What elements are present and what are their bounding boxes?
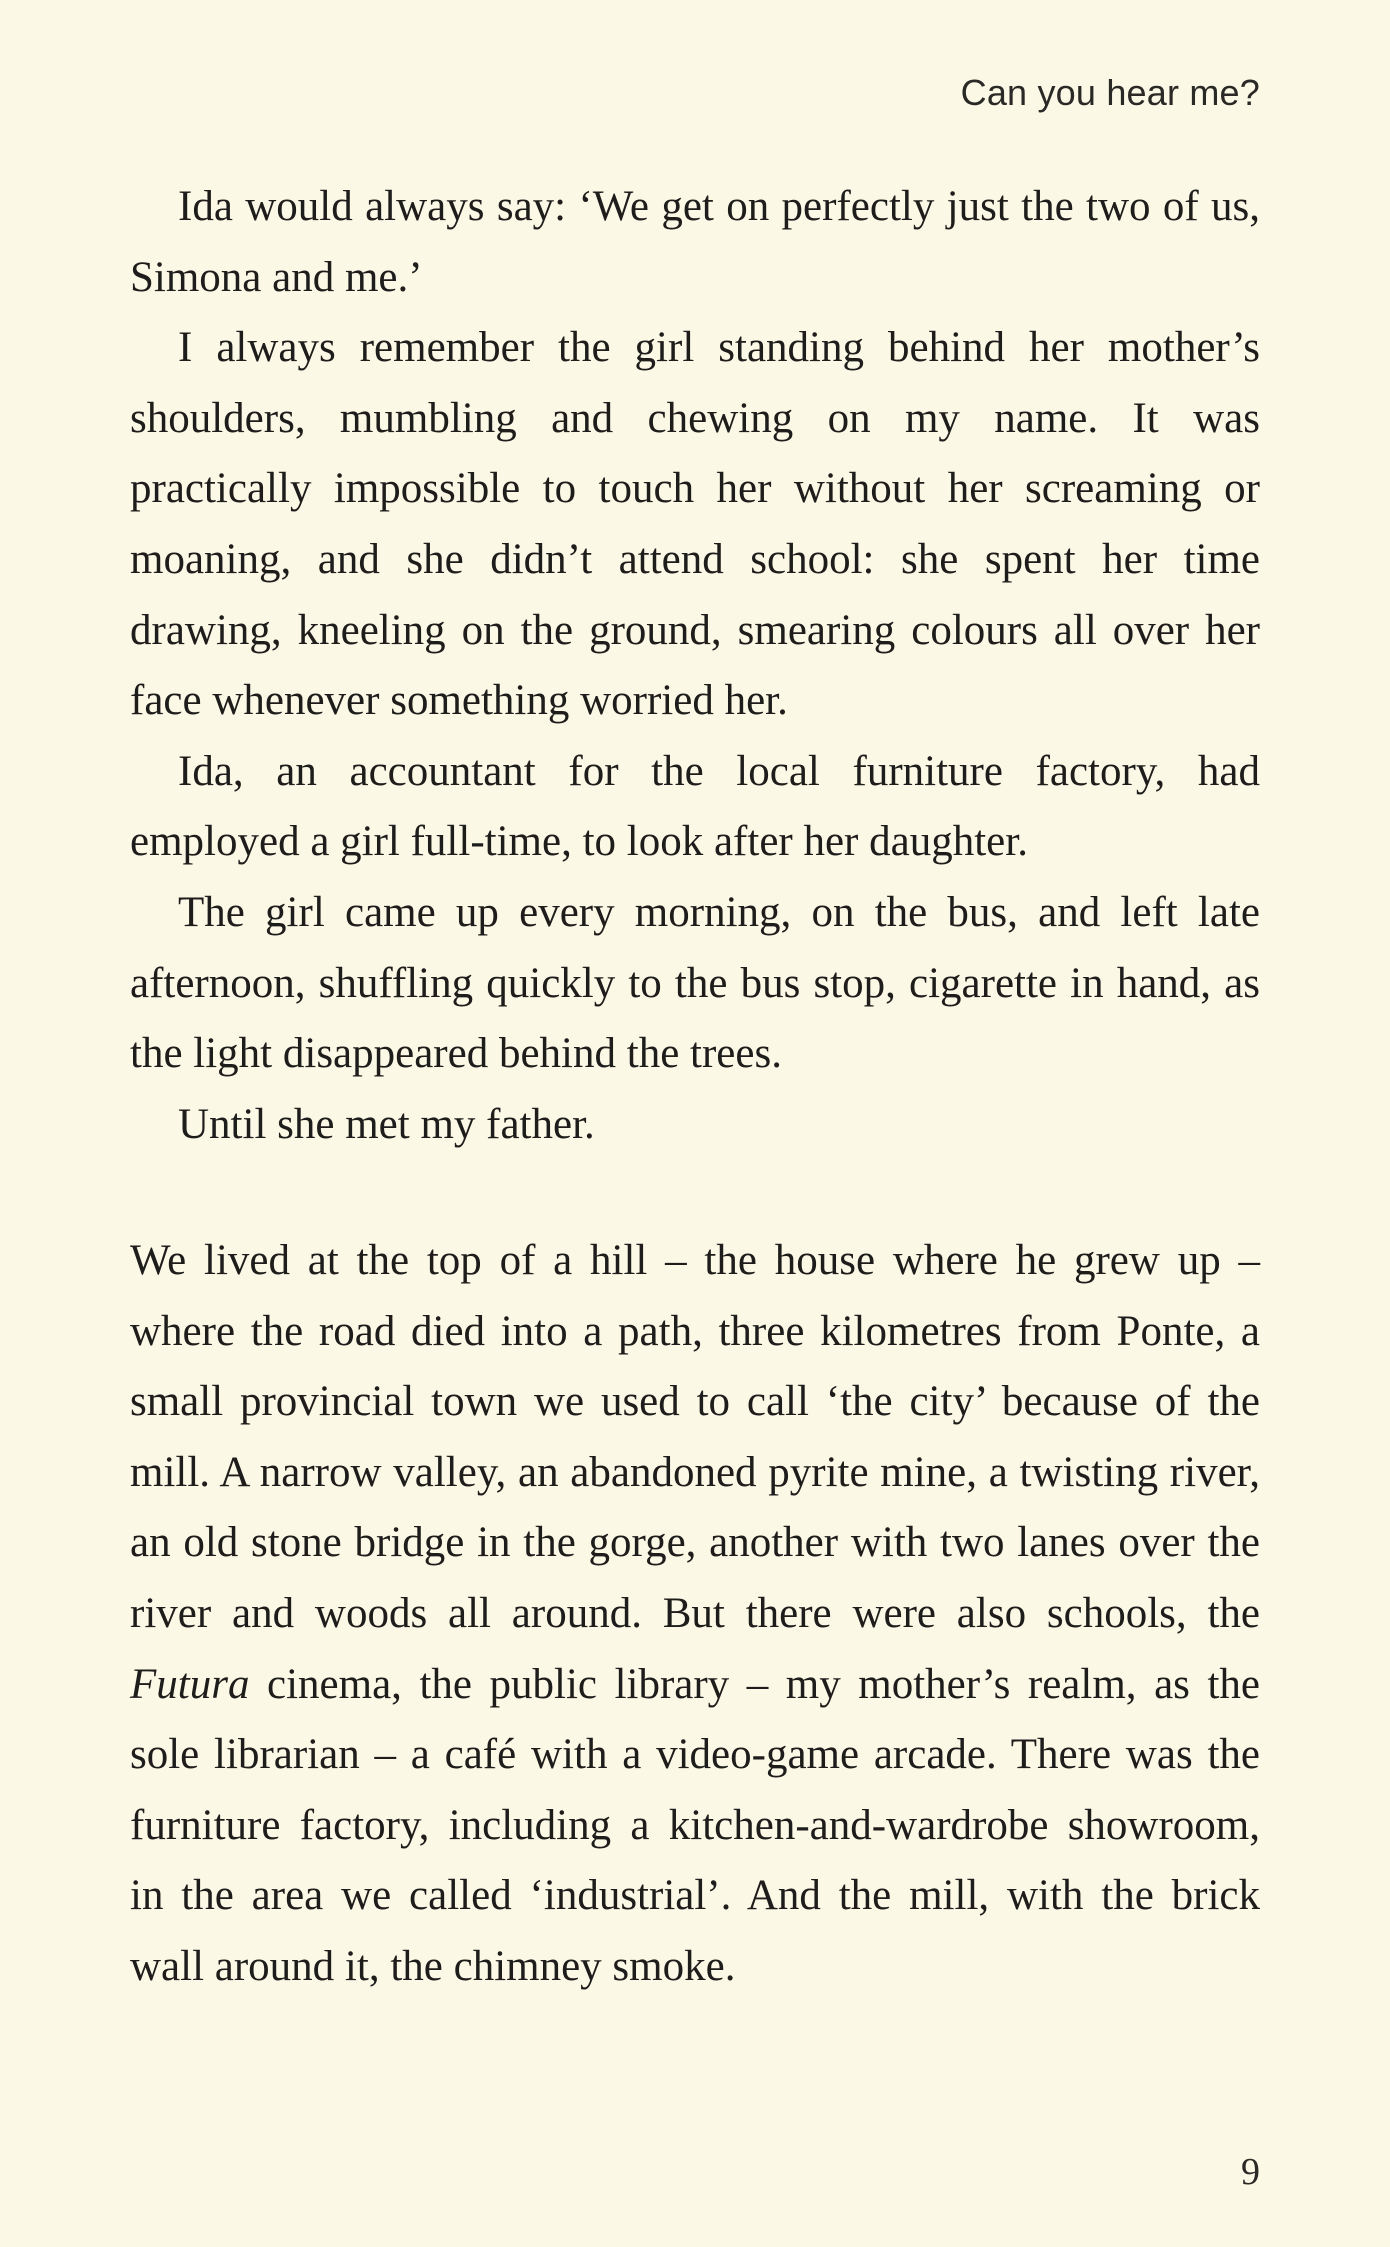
paragraph-ida-quote: Ida would always say: ‘We get on perfectly just the two of us, Simona and me.’ (130, 183, 1260, 301)
running-header-title: Can you hear me? (960, 72, 1260, 113)
page-number: 9 (1241, 2151, 1260, 2193)
second-section (130, 1226, 1260, 2003)
paragraph-met-father: Until she met my father. (178, 1100, 595, 1148)
cinema-name-italic: Futura (130, 1660, 250, 1708)
paragraph-hill-house (130, 1226, 1260, 2003)
paragraph-text-part-2: cinema, the public library – my mother’s realm, as the sole librarian – a café with a video-game arcade. There was the furniture factory, including a kitchen-and-wardrobe showroom, in the area we called ‘industrial’. And the mill, with the brick wall around it, the chimney smoke. (130, 1660, 1260, 1990)
paragraph-ida-accountant: Ida, an accountant for the local furniture factory, had employed a girl full-time, to look after her daughter. (130, 747, 1260, 866)
first-section (130, 172, 1260, 1160)
paragraph-girl-description: I always remember the girl standing behind her mother’s shoulders, mumbling and chewing on my name. It was practically impossible to touch her without her screaming or moaning, and she didn’t attend school: she spent her time drawing, kneeling on the ground, smearing colours all over her face whenever something worried her. (130, 324, 1260, 725)
paragraph-text-part-1: We lived at the top of a hill – the house where he grew up – where the road died into a path, three kilometres from Ponte, a small provincial town we used to call ‘the city’ because of the mill. A narrow valley, an abandoned pyrite mine, a twisting river, an old stone bridge in the gorge, another with two lanes over the river and woods all around. But there were also schools, the (130, 1237, 1260, 1637)
paragraph-girl-bus: The girl came up every morning, on the bus, and left late afternoon, shuffling quickly to the bus stop, cigarette in hand, as the light disappeared behind the trees. (130, 888, 1260, 1078)
